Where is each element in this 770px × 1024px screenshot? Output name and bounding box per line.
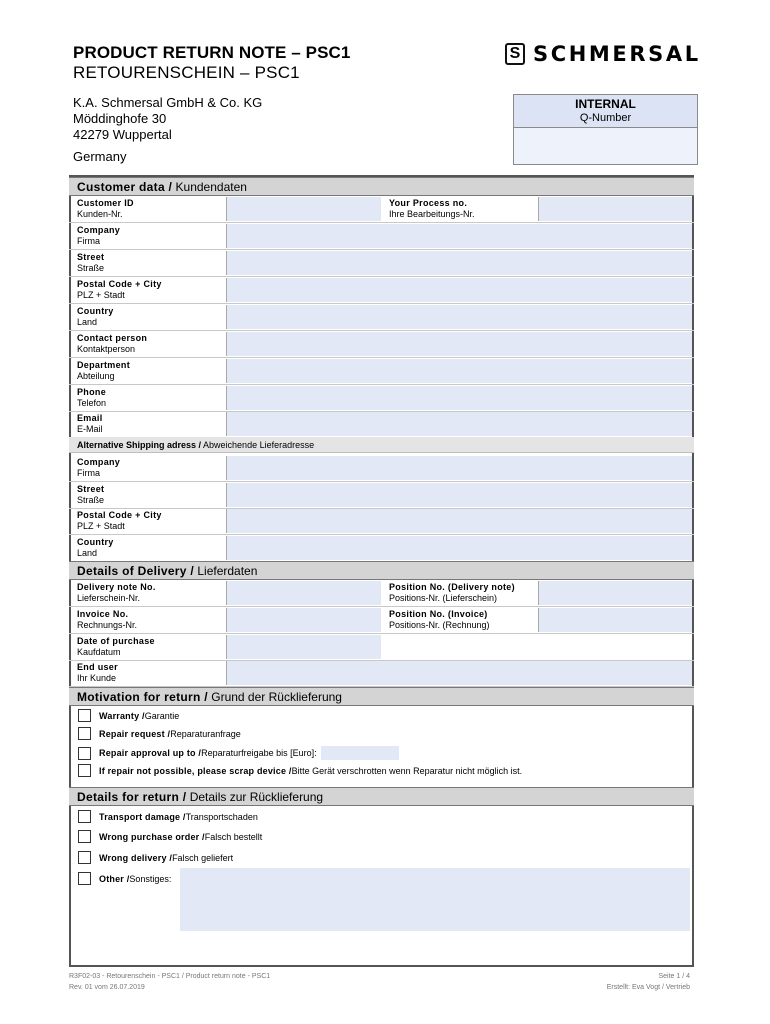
process-no-label: Your Process no. Ihre Bearbeitungs-Nr. — [389, 198, 475, 219]
scrap-option: If repair not possible, please scrap device / Bitte Gerät verschrotten wenn Reparatur nicht möglich ist. — [78, 764, 522, 777]
scrap-checkbox[interactable] — [78, 764, 91, 777]
motivation-section-header — [69, 687, 694, 706]
subsection-title-de: Abweichende Lieferadresse — [201, 440, 315, 450]
contact-field[interactable] — [226, 332, 692, 356]
ship-postal-label: Postal Code + City PLZ + Stadt — [77, 510, 162, 531]
q-number-field[interactable] — [514, 128, 697, 164]
section-title-en: Details of Delivery / — [77, 564, 195, 578]
postal-row — [69, 277, 694, 304]
delivery-section-header — [69, 561, 694, 580]
ship-country-row — [69, 535, 694, 562]
customer-id-label: Customer ID Kunden-Nr. — [77, 198, 134, 219]
transport-damage-checkbox[interactable] — [78, 810, 91, 823]
department-field[interactable] — [226, 359, 692, 383]
section-title-de: Details zur Rücklieferung — [186, 790, 324, 804]
purchase-date-label: Date of purchase Kaufdatum — [77, 636, 155, 657]
department-row — [69, 358, 694, 385]
contact-label: Contact person Kontaktperson — [77, 333, 148, 354]
postal-label: Postal Code + City PLZ + Stadt — [77, 279, 162, 300]
purchase-date-field[interactable] — [226, 635, 381, 659]
invoice-row — [69, 607, 694, 634]
wrong-delivery-checkbox[interactable] — [78, 851, 91, 864]
internal-subtitle: Q-Number — [579, 112, 632, 124]
footer-doc-id: R3F02-03 - Retourenschein - PSC1 / Product return note - PSC1 — [69, 973, 271, 980]
ship-country-field[interactable] — [226, 536, 692, 560]
wrong-order-option: Wrong purchase order / Falsch bestellt — [78, 830, 262, 843]
pos-invoice-label: Position No. (Invoice) Positions-Nr. (Rechnung) — [389, 609, 490, 630]
street-field[interactable] — [226, 251, 692, 275]
ship-postal-field[interactable] — [226, 509, 692, 533]
footer-revision: Rev. 01 vom 26.07.2019 — [69, 984, 145, 991]
page-subtitle: RETOURENSCHEIN – PSC1 — [73, 63, 300, 82]
warranty-option: Warranty / Garantie — [78, 709, 179, 722]
details-section-header — [69, 787, 694, 806]
internal-title: INTERNAL — [575, 97, 636, 111]
internal-header — [514, 95, 697, 128]
wrong-delivery-option: Wrong delivery / Falsch geliefert — [78, 851, 233, 864]
logo-mark-icon: S — [505, 43, 525, 65]
subsection-title-en: Alternative Shipping adress / — [77, 440, 202, 450]
ship-postal-row — [69, 508, 694, 535]
phone-label: Phone Telefon — [77, 387, 107, 408]
customer-section-header — [69, 177, 694, 196]
repair-request-option: Repair request / Reparaturanfrage — [78, 727, 241, 740]
delivery-note-label: Delivery note No. Lieferschein-Nr. — [77, 582, 156, 603]
schmersal-logo — [505, 42, 701, 66]
ship-street-label: Street Straße — [77, 484, 105, 505]
ship-street-field[interactable] — [226, 483, 692, 507]
footer-left — [69, 971, 270, 993]
end-user-row — [69, 660, 694, 687]
phone-field[interactable] — [226, 386, 692, 410]
delivery-note-field[interactable] — [226, 581, 381, 605]
ship-company-label: Company Firma — [77, 457, 121, 478]
repair-approval-option: Repair approval up to / Reparaturfreigabe bis [Euro]: — [78, 746, 399, 760]
footer-author: Erstellt: Eva Vogt / Vertrieb — [606, 984, 690, 991]
section-title-de: Grund der Rücklieferung — [207, 690, 342, 704]
shipping-subsection-header — [69, 437, 694, 453]
section-title-en: Motivation for return / — [77, 690, 208, 704]
country-row — [69, 304, 694, 331]
transport-damage-option: Transport damage / Transportschaden — [78, 810, 258, 823]
footer-right — [607, 971, 690, 993]
customer-id-row — [69, 196, 694, 223]
pos-delivery-field[interactable] — [538, 581, 692, 605]
company-label: Company Firma — [77, 225, 121, 246]
street-row — [69, 250, 694, 277]
contact-row — [69, 331, 694, 358]
footer-page: Seite 1 / 4 — [658, 973, 690, 980]
other-option: Other / Sonstiges: — [78, 872, 171, 885]
address-country: Germany — [73, 149, 127, 164]
section-title-de: Lieferdaten — [194, 564, 258, 578]
repair-approval-checkbox[interactable] — [78, 747, 91, 760]
invoice-label: Invoice No. Rechnungs-Nr. — [77, 609, 138, 630]
postal-field[interactable] — [226, 278, 692, 302]
email-field[interactable] — [226, 412, 692, 436]
company-field[interactable] — [226, 224, 692, 248]
process-no-field[interactable] — [538, 197, 692, 221]
warranty-checkbox[interactable] — [78, 709, 91, 722]
page-title: PRODUCT RETURN NOTE – PSC1 — [73, 43, 351, 62]
section-title-en: Customer data / — [77, 180, 173, 194]
section-title-de: Kundendaten — [172, 180, 247, 194]
other-textarea[interactable] — [180, 868, 690, 931]
email-row — [69, 411, 694, 438]
pos-delivery-label: Position No. (Delivery note) Positions-Nr. (Lieferschein) — [389, 582, 515, 603]
email-label: Email E-Mail — [77, 413, 103, 434]
purchase-date-row — [69, 634, 694, 661]
ship-company-field[interactable] — [226, 456, 692, 480]
ship-country-label: Country Land — [77, 537, 114, 558]
address-street: Möddinghofe 30 — [73, 111, 167, 126]
repair-request-checkbox[interactable] — [78, 727, 91, 740]
delivery-note-row — [69, 580, 694, 607]
end-user-label: End user Ihr Kunde — [77, 662, 118, 683]
ship-company-row — [69, 455, 694, 482]
logo-text: SCHMERSAL — [533, 42, 701, 66]
section-title-en: Details for return / — [77, 790, 187, 804]
internal-box — [513, 94, 698, 165]
country-field[interactable] — [226, 305, 692, 329]
pos-invoice-field[interactable] — [538, 608, 692, 632]
customer-id-field[interactable] — [226, 197, 381, 221]
other-checkbox[interactable] — [78, 872, 91, 885]
address-company: K.A. Schmersal GmbH & Co. KG — [73, 95, 263, 110]
phone-row — [69, 385, 694, 412]
repair-approval-amount-field[interactable] — [321, 746, 399, 760]
end-user-field[interactable] — [226, 661, 692, 685]
wrong-order-checkbox[interactable] — [78, 830, 91, 843]
country-label: Country Land — [77, 306, 114, 327]
street-label: Street Straße — [77, 252, 105, 273]
ship-street-row — [69, 482, 694, 509]
invoice-field[interactable] — [226, 608, 381, 632]
department-label: Department Abteilung — [77, 360, 131, 381]
company-row — [69, 223, 694, 250]
address-city: 42279 Wuppertal — [73, 127, 172, 142]
